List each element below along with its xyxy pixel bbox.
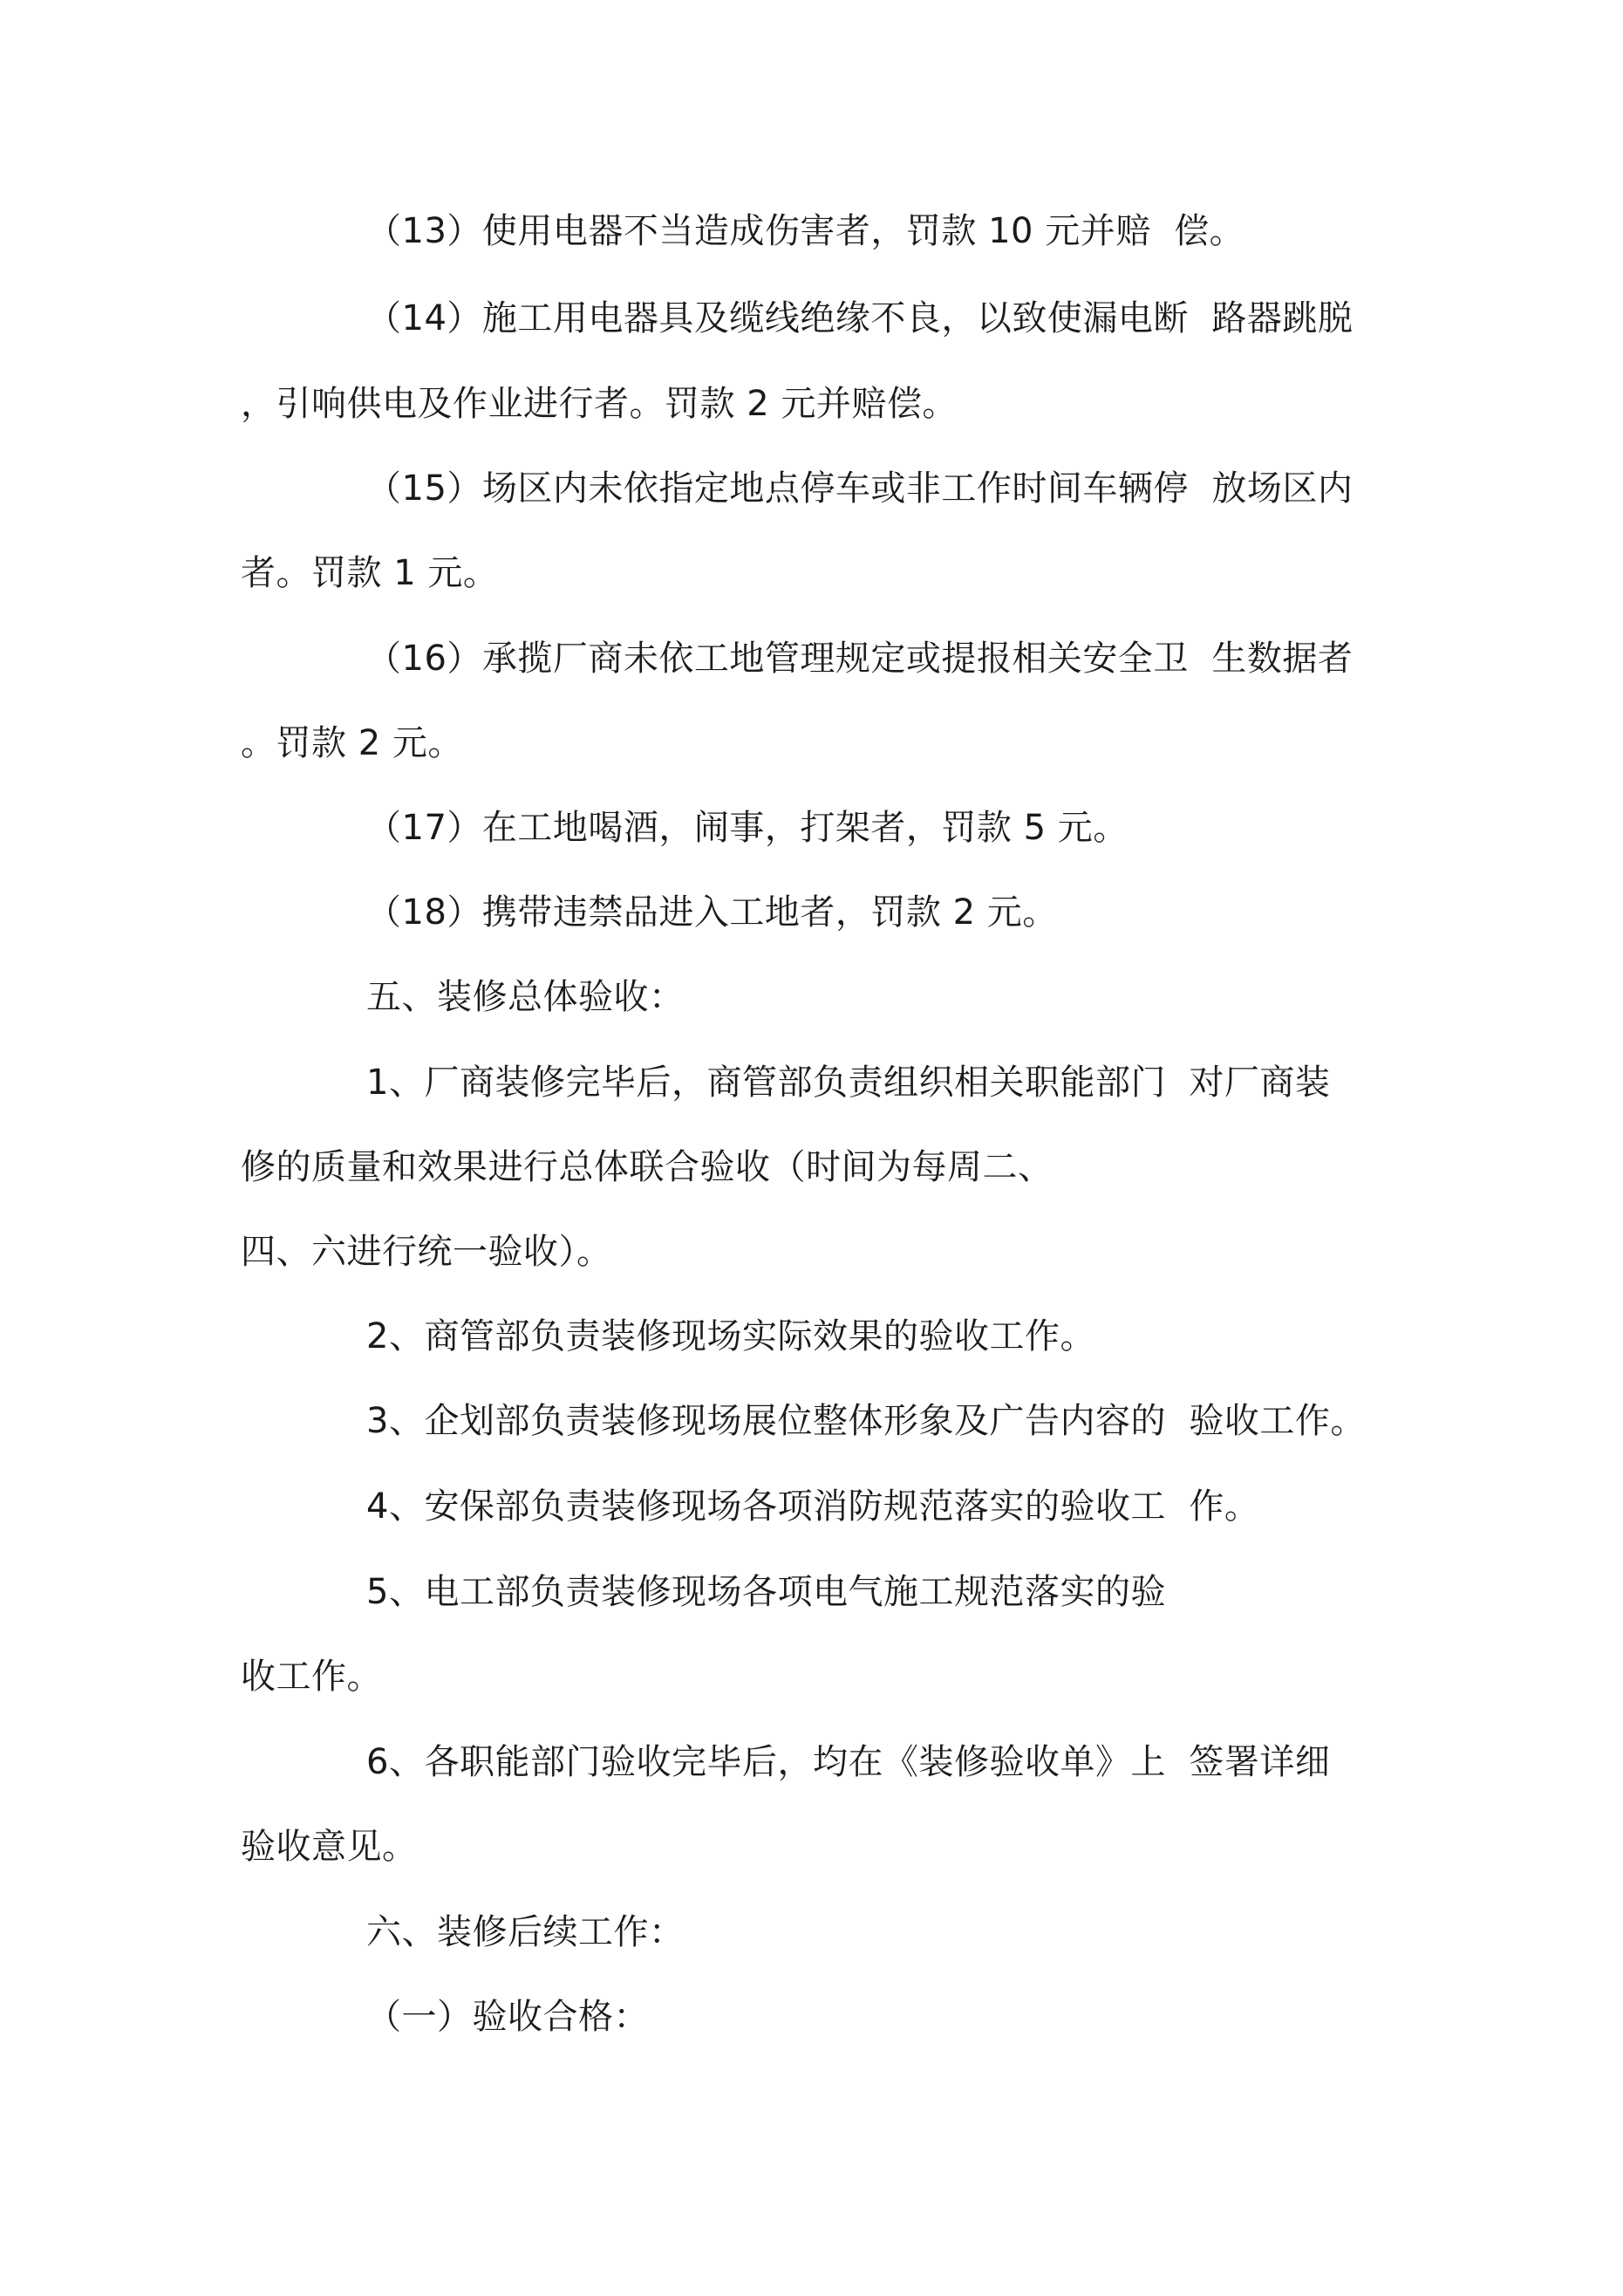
paragraph-line: （16）承揽厂商未依工地管理规定或提报相关安全卫 生数据者 bbox=[366, 639, 1354, 679]
section-heading: 六、装修后续工作： bbox=[366, 1912, 685, 1952]
paragraph-line: （15）场区内未依指定地点停车或非工作时间车辆停 放场区内 bbox=[366, 468, 1354, 509]
paragraph-line: 2、商管部负责装修现场实际效果的验收工作。 bbox=[366, 1316, 1095, 1356]
paragraph-line: 修的质量和效果进行总体联合验收（时间为每周二、 bbox=[241, 1147, 1054, 1187]
paragraph-line: （13）使用电器不当造成伤害者，罚款 10 元并赔 偿。 bbox=[366, 211, 1245, 251]
paragraph-line: 。罚款 2 元。 bbox=[241, 723, 463, 763]
paragraph-line: 四、六进行统一验收）。 bbox=[241, 1232, 612, 1272]
paragraph-line: 者。罚款 1 元。 bbox=[241, 553, 499, 593]
section-heading: 五、装修总体验收： bbox=[366, 977, 685, 1017]
paragraph-line: （17）在工地喝酒，闹事，打架者，罚款 5 元。 bbox=[366, 808, 1129, 848]
paragraph-line: （14）施工用电器具及缆线绝缘不良，以致使漏电断 路器跳脱 bbox=[366, 298, 1354, 338]
paragraph-line: 收工作。 bbox=[241, 1657, 382, 1697]
paragraph-line: （18）携带违禁品进入工地者，罚款 2 元。 bbox=[366, 892, 1058, 933]
paragraph-line: 验收意见。 bbox=[241, 1827, 418, 1867]
paragraph-line: 6、各职能部门验收完毕后，均在《装修验收单》上 签署详细 bbox=[366, 1742, 1331, 1782]
paragraph-line: 4、安保部负责装修现场各项消防规范落实的验收工 作。 bbox=[366, 1486, 1260, 1527]
paragraph-line: 3、企划部负责装修现场展位整体形象及广告内容的 验收工作。 bbox=[366, 1401, 1366, 1441]
paragraph-line: 5、电工部负责装修现场各项电气施工规范落实的验 bbox=[366, 1572, 1166, 1612]
paragraph-line: ，引响供电及作业进行者。罚款 2 元并赔偿。 bbox=[241, 384, 958, 424]
paragraph-line: 1、厂商装修完毕后，商管部负责组织相关职能部门 对厂商装 bbox=[366, 1063, 1331, 1103]
subsection-heading: （一）验收合格： bbox=[366, 1997, 649, 2037]
